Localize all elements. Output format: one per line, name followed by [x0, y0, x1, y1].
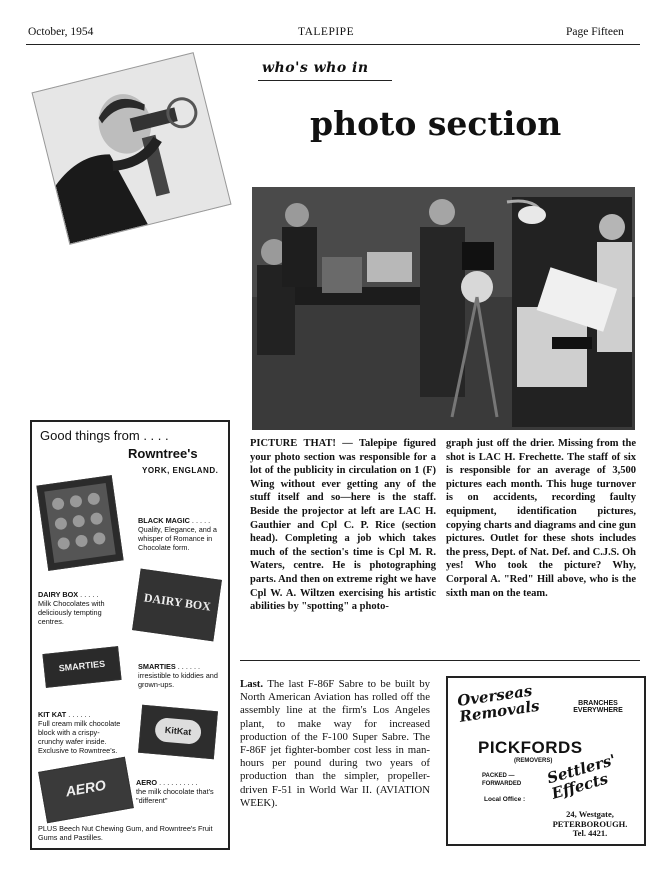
- chocolates-graphic: [38, 476, 123, 569]
- product-black-magic: BLACK MAGIC . . . . . Quality, Elegance, and a whisper of Romance in Chocolate form.: [138, 516, 217, 552]
- smarties-pack-label: SMARTIES: [58, 658, 106, 674]
- page-title: photo section: [310, 104, 562, 143]
- dairy-box-image: [132, 569, 222, 642]
- section-kicker: who's who in: [262, 60, 369, 76]
- rowntree-advert: [30, 420, 230, 850]
- magazine-name: TALEPIPE: [298, 26, 355, 38]
- pickfords-removers: (REMOVERS): [514, 758, 553, 764]
- smarties-tube-image: [42, 646, 121, 688]
- page-number: Page Fifteen: [566, 26, 624, 38]
- header-rule: [26, 44, 640, 45]
- staff-scene: [252, 187, 635, 430]
- pickfords-name: PICKFORDS: [478, 738, 583, 757]
- pickfords-advert: [446, 676, 646, 846]
- rowntree-footer: PLUS Beech Nut Chewing Gum, and Rowntree's Fruit Gums and Pastilles.: [38, 824, 213, 842]
- kit-kat-pack-label: KitKat: [154, 717, 202, 745]
- aero-bar-image: [38, 757, 134, 823]
- rowntree-headline: Good things from . . . .: [40, 428, 169, 443]
- product-smarties: SMARTIES . . . . . . irresistible to kiddies and grown-ups.: [138, 662, 218, 689]
- product-aero: AERO . . . . . . . . . . the milk chocolate that's "different": [136, 778, 214, 805]
- photographer-photo: [31, 52, 231, 245]
- product-kit-kat: KIT KAT . . . . . . Full cream milk chocolate block with a crispy-crunchy wafer inside. Exclusive to Rowntree's.: [38, 710, 121, 755]
- photographer-figure: [33, 53, 231, 243]
- pickfords-address: [544, 810, 636, 839]
- pickfords-local-office: Local Office :: [484, 796, 526, 803]
- pickfords-overseas-script: Overseas Removals: [456, 681, 541, 726]
- sabre-lead: Last.: [240, 678, 264, 690]
- article-text-col1: Talepipe figured your photo section was responsible for a lot of the publicity in circulation on 1 (F) Wing without ever getting any of the stuff itself and so—here is the staff. Beside the projector at left are LAC H. Gauthier and Cpl C. P. Rice (section head). Completing a job which takes much of the section's time is Cpl M. R. Waters, centre. He is photographing parts. And then on extreme right we have Cpl W. A. Wiltzen exercising his artistic abilities by "spotting" a photo-: [250, 438, 436, 613]
- pickfords-address-line1: 24, Westgate,: [566, 809, 614, 819]
- kicker-underline: [258, 80, 392, 81]
- pickfords-packed: PACKED — FORWARDED: [482, 773, 522, 787]
- article-text-col2: graph just off the drier. Missing from the shot is LAC H. Frechette. The staff of six is responsible for an average of 3,500 pictures each month. This huge turnover is on accidents, recording faulty equipment, identification pictures, copying charts and diagrams and cine gun pictures. Outlet for these shots includes the press, Dept. of Nat. Def. and C.J.S. Oh yes! Who took the picture? Why, Corporal A. "Red" Hill above, who is the sixth man on the team.: [446, 438, 636, 599]
- rowntree-brand: Rowntree's: [128, 446, 198, 461]
- article-column-1: [250, 437, 436, 614]
- kit-kat-bar-image: [138, 705, 218, 759]
- aero-pack-label: AERO: [64, 776, 107, 800]
- pickfords-telephone: Tel. 4421.: [572, 828, 608, 838]
- pickfords-branches: BRANCHES EVERYWHERE: [573, 700, 623, 714]
- photo-section-staff-photo: [252, 187, 635, 430]
- dairy-box-pack-label: DAIRY BOX: [143, 590, 212, 614]
- rowntree-location: YORK, ENGLAND.: [142, 466, 219, 475]
- issue-date: October, 1954: [28, 26, 94, 38]
- article-lead: PICTURE THAT! —: [250, 438, 353, 449]
- black-magic-box-image: [36, 475, 123, 571]
- pickfords-settlers-script: Settlers' Effects: [545, 750, 618, 803]
- sabre-text: The last F-86F Sabre to be built by North American Aviation has rolled off the assembly line at the firm's Los Angeles plant, to make way for increased production of the F-100 Super Sabre. The F-86F jet fighter-bomber cost less in man-hours per pound during two years of production than the simpler, propeller-driven F-51 in World War II. (AVIATION WEEK).: [240, 678, 430, 809]
- product-dairy-box: DAIRY BOX . . . . . Milk Chocolates with deliciously tempting centres.: [38, 590, 105, 626]
- article-column-2: [446, 437, 636, 600]
- pickfords-address-line2: PETERBOROUGH.: [552, 818, 628, 829]
- sabre-news-brief: [240, 678, 430, 810]
- section-divider: [240, 660, 640, 661]
